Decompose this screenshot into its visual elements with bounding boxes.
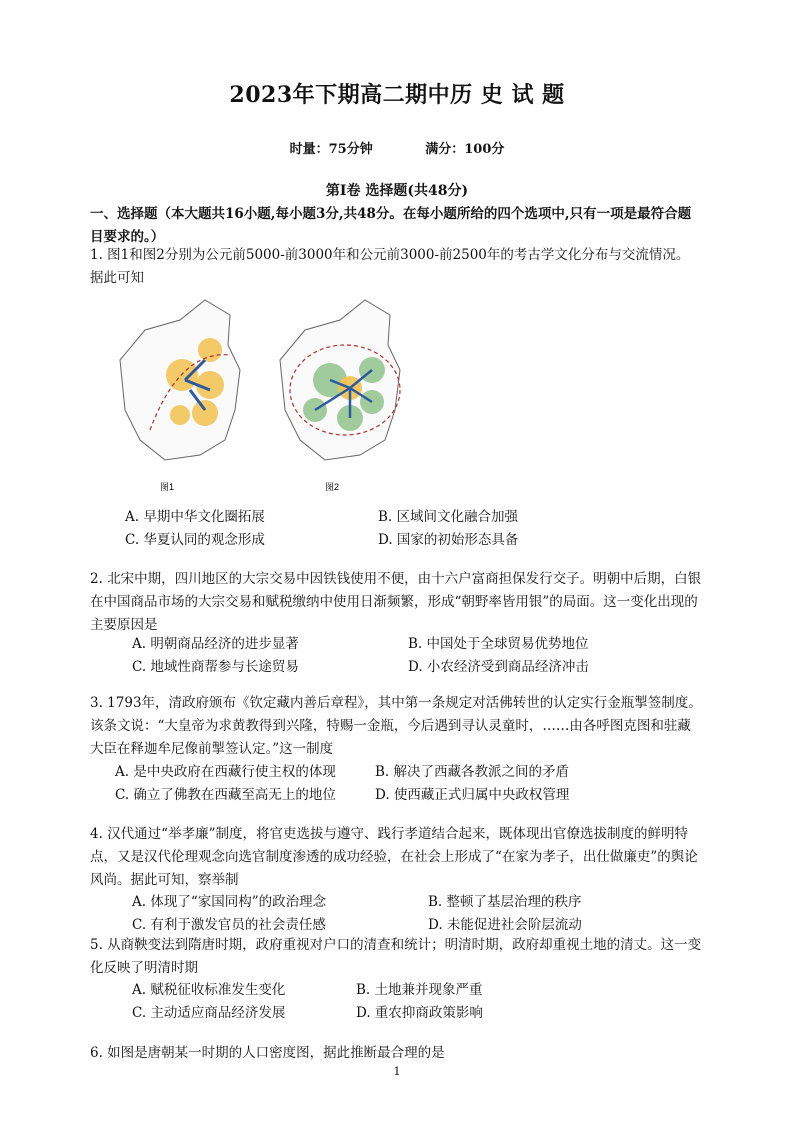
q1-option-a[interactable]: A. 早期中华文化圈拓展 xyxy=(125,509,265,525)
q1-option-b[interactable]: B. 区域间文化融合加强 xyxy=(378,509,519,525)
question-3-stem: 3. 1793年，清政府颁布《钦定藏内善后章程》，其中第一条规定对活佛转世的认定实行金瓶掣签制度。该条文说：“大皇帝为求黄教得到兴隆，特赐一金瓶，今后遇到寻认灵童时，……由各呼图克图和驻藏大臣在释迦牟尼像前掣签认定。”这一制度 xyxy=(90,695,702,757)
q4-option-a[interactable]: A. 体现了“家国同构”的政治理念 xyxy=(132,894,327,910)
question-1-figures xyxy=(110,290,420,500)
q1-option-c[interactable]: C. 华夏认同的观念形成 xyxy=(125,532,265,548)
figure-1-caption: 图1 xyxy=(160,482,175,492)
page-number: 1 xyxy=(393,1065,401,1078)
question-2-stem: 2. 北宋中期，四川地区的大宗交易中因铁钱使用不便，由十六户富商担保发行交子。明朝中后期，白银在中国商品市场的大宗交易和赋税缴纳中使用日渐频繁，形成“朝野率皆用银”的局面。这一变化出现的主要原因是 xyxy=(90,571,702,633)
q3-option-a[interactable]: A. 是中央政府在西藏行使主权的体现 xyxy=(115,764,336,780)
q2-option-c[interactable]: C. 地域性商帮参与长途贸易 xyxy=(132,659,299,675)
exam-meta xyxy=(0,138,794,157)
question-5-stem: 5. 从商鞅变法到隋唐时期，政府重视对户口的清查和统计；明清时期，政府却重视土地的清丈。这一变化反映了明清时期 xyxy=(90,937,702,976)
q5-option-b[interactable]: B. 土地兼并现象严重 xyxy=(356,982,483,998)
page-title: 2023年下期高二期中历 史 试 题 xyxy=(229,82,565,108)
q5-option-d[interactable]: D. 重农抑商政策影响 xyxy=(356,1005,483,1021)
figure-1-map xyxy=(120,300,240,460)
figure-2-map xyxy=(280,300,400,460)
q1-option-d[interactable]: D. 国家的初始形态具备 xyxy=(378,532,519,548)
q2-option-b[interactable]: B. 中国处于全球贸易优势地位 xyxy=(408,636,589,652)
q5-option-a[interactable]: A. 赋税征收标准发生变化 xyxy=(132,982,286,998)
section-instructions: 一、选择题（本大题共16小题,每小题3分,共48分。在每小题所给的四个选项中,只有一项是最符合题目要求的。） xyxy=(90,206,692,245)
q3-option-c[interactable]: C. 确立了佛教在西藏至高无上的地位 xyxy=(115,787,336,803)
exam-time: 时量：75分钟 xyxy=(289,142,373,157)
volume-heading: 第Ⅰ卷 选择题(共48分) xyxy=(325,183,469,199)
question-4-stem: 4. 汉代通过“举孝廉”制度，将官吏选拔与遵守、践行孝道结合起来，既体现出官僚选拔制度的鲜明特点，又是汉代伦理观念向选官制度渗透的成功经验，在社会上形成了“在家为孝子，出仕做廉吏”的舆论风尚。据此可知，察举制 xyxy=(90,826,698,888)
exam-score: 满分：100分 xyxy=(425,142,505,157)
question-6-stem: 6. 如图是唐朝某一时期的人口密度图，据此推断最合理的是 xyxy=(90,1045,445,1061)
q5-option-c[interactable]: C. 主动适应商品经济发展 xyxy=(132,1005,286,1021)
q4-option-b[interactable]: B. 整顿了基层治理的秩序 xyxy=(428,894,582,910)
question-1-stem: 1. 图1和图2分别为公元前5000-前3000年和公元前3000-前2500年的考古学文化分布与交流情况。据此可知 xyxy=(90,247,690,286)
q2-option-a[interactable]: A. 明朝商品经济的进步显著 xyxy=(132,636,299,652)
q4-option-d[interactable]: D. 未能促进社会阶层流动 xyxy=(428,917,582,933)
q3-option-b[interactable]: B. 解决了西藏各教派之间的矛盾 xyxy=(375,764,570,780)
q4-option-c[interactable]: C. 有利于激发官员的社会责任感 xyxy=(132,917,326,933)
q2-option-d[interactable]: D. 小农经济受到商品经济冲击 xyxy=(408,659,589,675)
figure-2-caption: 图2 xyxy=(325,482,340,492)
q3-option-d[interactable]: D. 使西藏正式归属中央政权管理 xyxy=(375,787,570,803)
